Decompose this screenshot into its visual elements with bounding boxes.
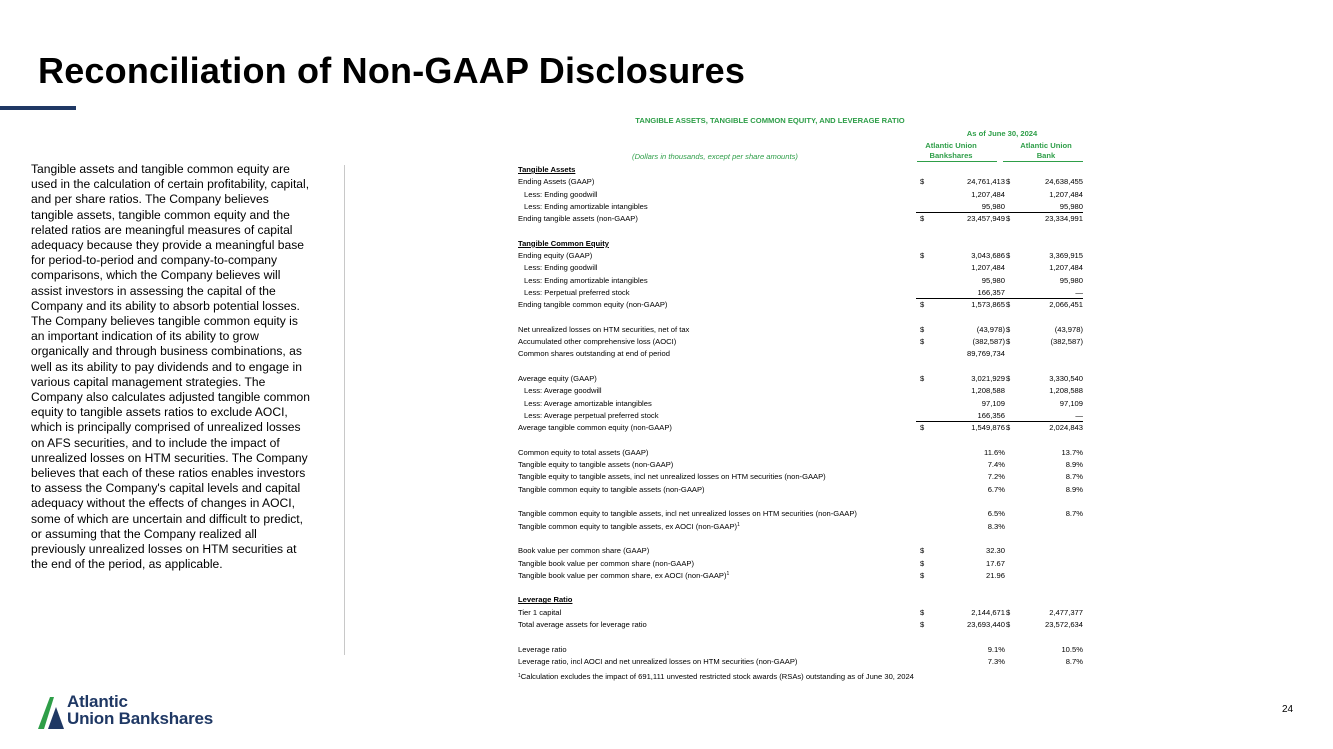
table-row — [518, 545, 1088, 557]
dollar-sign: $ — [1006, 251, 1011, 261]
row-label: Tangible book value per common share (non-GAAP) — [518, 558, 695, 568]
bank-value: 1,207,484 — [1049, 263, 1083, 273]
dollar-sign: $ — [920, 337, 925, 347]
bankshares-value: 166,356 — [977, 410, 1005, 420]
table-row — [518, 471, 1088, 483]
table-row — [518, 287, 1088, 299]
bankshares-value: 1,207,484 — [971, 263, 1005, 273]
row-label: Less: Ending goodwill — [524, 189, 598, 199]
footnote-ref: 1 — [726, 570, 730, 577]
bankshares-value: 6.7% — [987, 484, 1005, 494]
dollar-sign: $ — [1006, 177, 1011, 187]
bankshares-value: 1,207,484 — [971, 189, 1005, 199]
bankshares-value: 21.96 — [985, 570, 1005, 580]
bank-value: 2,477,377 — [1049, 607, 1083, 617]
logo-line: Atlantic — [67, 692, 128, 711]
dollar-sign: $ — [1006, 619, 1011, 629]
row-label: Tangible Assets — [518, 165, 576, 174]
row-label: Tangible book value per common share, ex AOCI (non-GAAP)$^1$ — [518, 570, 730, 580]
row-label: Less: Average amortizable intangibles — [524, 398, 652, 408]
bankshares-value: 7.4% — [987, 460, 1005, 470]
dollar-sign: $ — [920, 324, 925, 334]
row-label: Less: Ending amortizable intangibles — [524, 275, 648, 285]
logo-line: Union Bankshares — [67, 709, 214, 728]
bankshares-value: 97,109 — [981, 398, 1005, 408]
company-logo — [38, 693, 268, 733]
table-row — [518, 447, 1088, 459]
table-spacer — [518, 496, 1088, 508]
row-label: Less: Perpetual preferred stock — [524, 287, 630, 297]
bank-value: 8.7% — [1065, 472, 1083, 482]
bankshares-value: 23,693,440 — [966, 619, 1005, 629]
bank-value: 23,572,634 — [1044, 619, 1083, 629]
table-row — [518, 570, 1088, 582]
row-label: Less: Average perpetual preferred stock — [524, 410, 659, 420]
bank-value: 1,208,588 — [1049, 386, 1083, 396]
row-label: Common equity to total assets (GAAP) — [518, 447, 649, 457]
table-row — [518, 521, 1088, 533]
dollar-sign: $ — [920, 558, 925, 568]
section-header-row — [518, 594, 1088, 606]
title-accent-bar — [0, 106, 76, 110]
bankshares-value: 166,357 — [977, 287, 1005, 297]
table-spacer — [518, 582, 1088, 594]
table-row — [518, 644, 1088, 656]
table-spacer — [518, 225, 1088, 237]
table-spacer — [518, 312, 1088, 324]
footnote-text: Calculation excludes the impact of 691,111 unvested restricted stock awards (RSAs) outstanding as of June 30, 2024 — [520, 672, 914, 681]
table-spacer — [518, 631, 1088, 643]
row-label: Average tangible common equity (non-GAAP) — [518, 423, 672, 433]
bank-value: 23,334,991 — [1044, 214, 1083, 224]
row-label: Ending equity (GAAP) — [518, 251, 593, 261]
row-label: Average equity (GAAP) — [518, 374, 597, 384]
row-label: Leverage Ratio — [518, 595, 573, 605]
dollar-sign: $ — [1006, 423, 1011, 433]
table-row — [518, 398, 1088, 410]
column-header-bank — [1005, 141, 1087, 160]
table-row — [518, 201, 1088, 213]
bank-value: 1,207,484 — [1049, 189, 1083, 199]
page-number: 24 — [1282, 704, 1294, 715]
row-label: Tangible equity to tangible assets (non-GAAP) — [518, 460, 674, 470]
bank-value: 8.9% — [1065, 484, 1083, 494]
table-row — [518, 619, 1088, 631]
row-label: Tangible Common Equity — [518, 238, 609, 248]
dollar-sign: $ — [920, 374, 925, 384]
bankshares-value: 3,043,686 — [971, 251, 1005, 261]
dollar-sign: $ — [920, 177, 925, 187]
table-spacer — [518, 435, 1088, 447]
row-label: Accumulated other comprehensive loss (AOCI) — [518, 337, 677, 347]
table-row — [518, 176, 1088, 188]
table-row — [518, 348, 1088, 360]
bank-value: 3,330,540 — [1049, 374, 1083, 384]
dollar-sign: $ — [920, 570, 925, 580]
row-label: Total average assets for leverage ratio — [518, 619, 647, 629]
footnote — [518, 672, 914, 681]
section-header-row — [518, 164, 1088, 176]
bankshares-value: 32.30 — [985, 546, 1005, 556]
bank-value: 13.7% — [1061, 447, 1083, 457]
dollar-sign: $ — [1006, 374, 1011, 384]
header-rule — [1003, 161, 1083, 162]
table-row — [518, 262, 1088, 274]
column-header-line: Atlantic Union — [1020, 141, 1072, 150]
bankshares-value: (43,978) — [976, 324, 1005, 334]
dollar-sign: $ — [920, 619, 925, 629]
row-label: Leverage ratio, incl AOCI and net unrealized losses on HTM securities (non-GAAP) — [518, 656, 798, 666]
header-rule — [917, 161, 997, 162]
table-row — [518, 189, 1088, 201]
table-row — [518, 336, 1088, 348]
bank-value: 8.9% — [1065, 460, 1083, 470]
column-header-line: Atlantic Union — [925, 141, 977, 150]
bankshares-value: 11.6% — [984, 447, 1005, 457]
vertical-divider — [344, 165, 345, 655]
table-row — [518, 385, 1088, 397]
table-row — [518, 299, 1088, 311]
table-row — [518, 213, 1088, 225]
bankshares-value: 7.2% — [987, 472, 1005, 482]
table-row — [518, 373, 1088, 385]
dollar-sign: $ — [920, 251, 925, 261]
bankshares-value: 2,144,671 — [971, 607, 1005, 617]
row-label: Leverage ratio — [518, 644, 567, 654]
bankshares-value: 95,980 — [981, 275, 1005, 285]
logo-wordmark — [67, 693, 213, 727]
row-label: Tangible common equity to tangible assets, incl net unrealized losses on HTM securities (non-GAAP) — [518, 509, 857, 519]
logo-mark-icon — [38, 695, 66, 729]
row-label: Ending Assets (GAAP) — [518, 177, 595, 187]
row-label: Less: Ending amortizable intangibles — [524, 201, 648, 211]
table-row — [518, 656, 1088, 668]
table-row — [518, 250, 1088, 262]
bankshares-value: 9.1% — [987, 644, 1005, 654]
bank-value: 8.7% — [1065, 656, 1083, 666]
column-header-bankshares — [905, 141, 997, 160]
table-row — [518, 275, 1088, 287]
bankshares-value: 1,208,588 — [971, 386, 1005, 396]
row-label: Tangible common equity to tangible assets, ex AOCI (non-GAAP)$^1$ — [518, 521, 740, 531]
row-label: Book value per common share (GAAP) — [518, 546, 650, 556]
bank-value: 8.7% — [1065, 509, 1083, 519]
row-label: Net unrealized losses on HTM securities, net of tax — [518, 324, 690, 334]
intro-paragraph: Tangible assets and tangible common equity are used in the calculation of certain profitability, capital, and per share ratios. The Company believes tangible assets, tangible common equity and the related ratios are meaningful measures of capital adequacy because they provide a meaningful base for period-to-period and company-to-company comparisons, which the Company believes will assist investors in assessing the capital of the Company and its ability to absorb potential losses. The Company believes tangible common equity is an important indication of its ability to grow organically and through business combinations, as well as its ability to pay dividends and to engage in various capital management strategies. The Company also calculates adjusted tangible common equity to tangible assets ratios to exclude AOCI, which is principally comprised of unrealized losses on AFS securities, and to include the impact of unrealized losses on HTM securities. The Company believes that each of these ratios enables investors to assess the Company's capital levels and capital adequacy without the effects of changes in AOCI, some of which are uncertain and difficult to predict, or assuming that the Company realized all previously unrealized losses on HTM securities at the end of the period, as applicable. — [31, 162, 310, 572]
bankshares-value: (382,587) — [972, 337, 1005, 347]
row-label: Ending tangible common equity (non-GAAP) — [518, 300, 668, 310]
bankshares-value: 24,761,413 — [966, 177, 1005, 187]
page-title: Reconciliation of Non-GAAP Disclosures — [38, 50, 746, 91]
bankshares-value: 89,769,734 — [966, 349, 1005, 359]
column-header-line: Bankshares — [929, 150, 973, 160]
dollar-sign: $ — [1006, 214, 1011, 224]
as-of-header: As of June 30, 2024 — [966, 129, 1038, 138]
row-label: Common shares outstanding at end of period — [518, 349, 670, 359]
table-row — [518, 484, 1088, 496]
bank-value: 2,024,843 — [1049, 423, 1083, 433]
dollar-sign: $ — [920, 300, 925, 310]
footnote-mark: 1 — [518, 673, 521, 679]
dollar-sign: $ — [1006, 300, 1011, 310]
bank-value: 97,109 — [1059, 398, 1083, 408]
table-row — [518, 422, 1088, 434]
bank-value: — — [1075, 287, 1083, 297]
row-label: Less: Average goodwill — [524, 386, 602, 396]
table-row — [518, 459, 1088, 471]
bank-value: 3,369,915 — [1049, 251, 1083, 261]
section-header-row — [518, 238, 1088, 250]
table-spacer — [518, 533, 1088, 545]
table-row — [518, 558, 1088, 570]
row-label: Tangible common equity to tangible assets (non-GAAP) — [518, 484, 705, 494]
column-header-line: Bank — [1036, 150, 1056, 160]
row-label: Less: Ending goodwill — [524, 263, 598, 273]
dollar-sign: $ — [920, 423, 925, 433]
table-row — [518, 508, 1088, 520]
bank-value: 95,980 — [1059, 201, 1083, 211]
row-label: Ending tangible assets (non-GAAP) — [518, 214, 638, 224]
reconciliation-table — [518, 164, 1088, 668]
dollar-sign: $ — [920, 607, 925, 617]
row-label: Tier 1 capital — [518, 607, 562, 617]
table-row — [518, 324, 1088, 336]
bankshares-value: 1,549,876 — [971, 423, 1005, 433]
bankshares-value: 8.3% — [987, 521, 1005, 531]
bankshares-value: 17.67 — [985, 558, 1005, 568]
units-note: (Dollars in thousands, except per share amounts) — [632, 152, 798, 161]
dollar-sign: $ — [920, 214, 925, 224]
bank-value: 10.5% — [1061, 644, 1083, 654]
bankshares-value: 1,573,865 — [971, 300, 1005, 310]
bankshares-value: 7.3% — [987, 656, 1005, 666]
bank-value: (382,587) — [1050, 337, 1083, 347]
table-spacer — [518, 361, 1088, 373]
row-label: Tangible equity to tangible assets, incl net unrealized losses on HTM securities (non-GAAP) — [518, 472, 826, 482]
table-row — [518, 410, 1088, 422]
bankshares-value: 6.5% — [987, 509, 1005, 519]
dollar-sign: $ — [1006, 607, 1011, 617]
dollar-sign: $ — [920, 546, 925, 556]
bankshares-value: 95,980 — [981, 201, 1005, 211]
dollar-sign: $ — [1006, 337, 1011, 347]
bank-value: 95,980 — [1059, 275, 1083, 285]
bank-value: 2,066,451 — [1049, 300, 1083, 310]
bank-value: — — [1075, 410, 1083, 420]
bankshares-value: 23,457,949 — [966, 214, 1005, 224]
bank-value: 24,638,455 — [1044, 177, 1083, 187]
dollar-sign: $ — [1006, 324, 1011, 334]
footnote-ref: 1 — [737, 521, 740, 528]
bankshares-value: 3,021,929 — [971, 374, 1005, 384]
table-row — [518, 607, 1088, 619]
table-title: TANGIBLE ASSETS, TANGIBLE COMMON EQUITY, AND LEVERAGE RATIO — [635, 116, 905, 125]
bank-value: (43,978) — [1054, 324, 1083, 334]
